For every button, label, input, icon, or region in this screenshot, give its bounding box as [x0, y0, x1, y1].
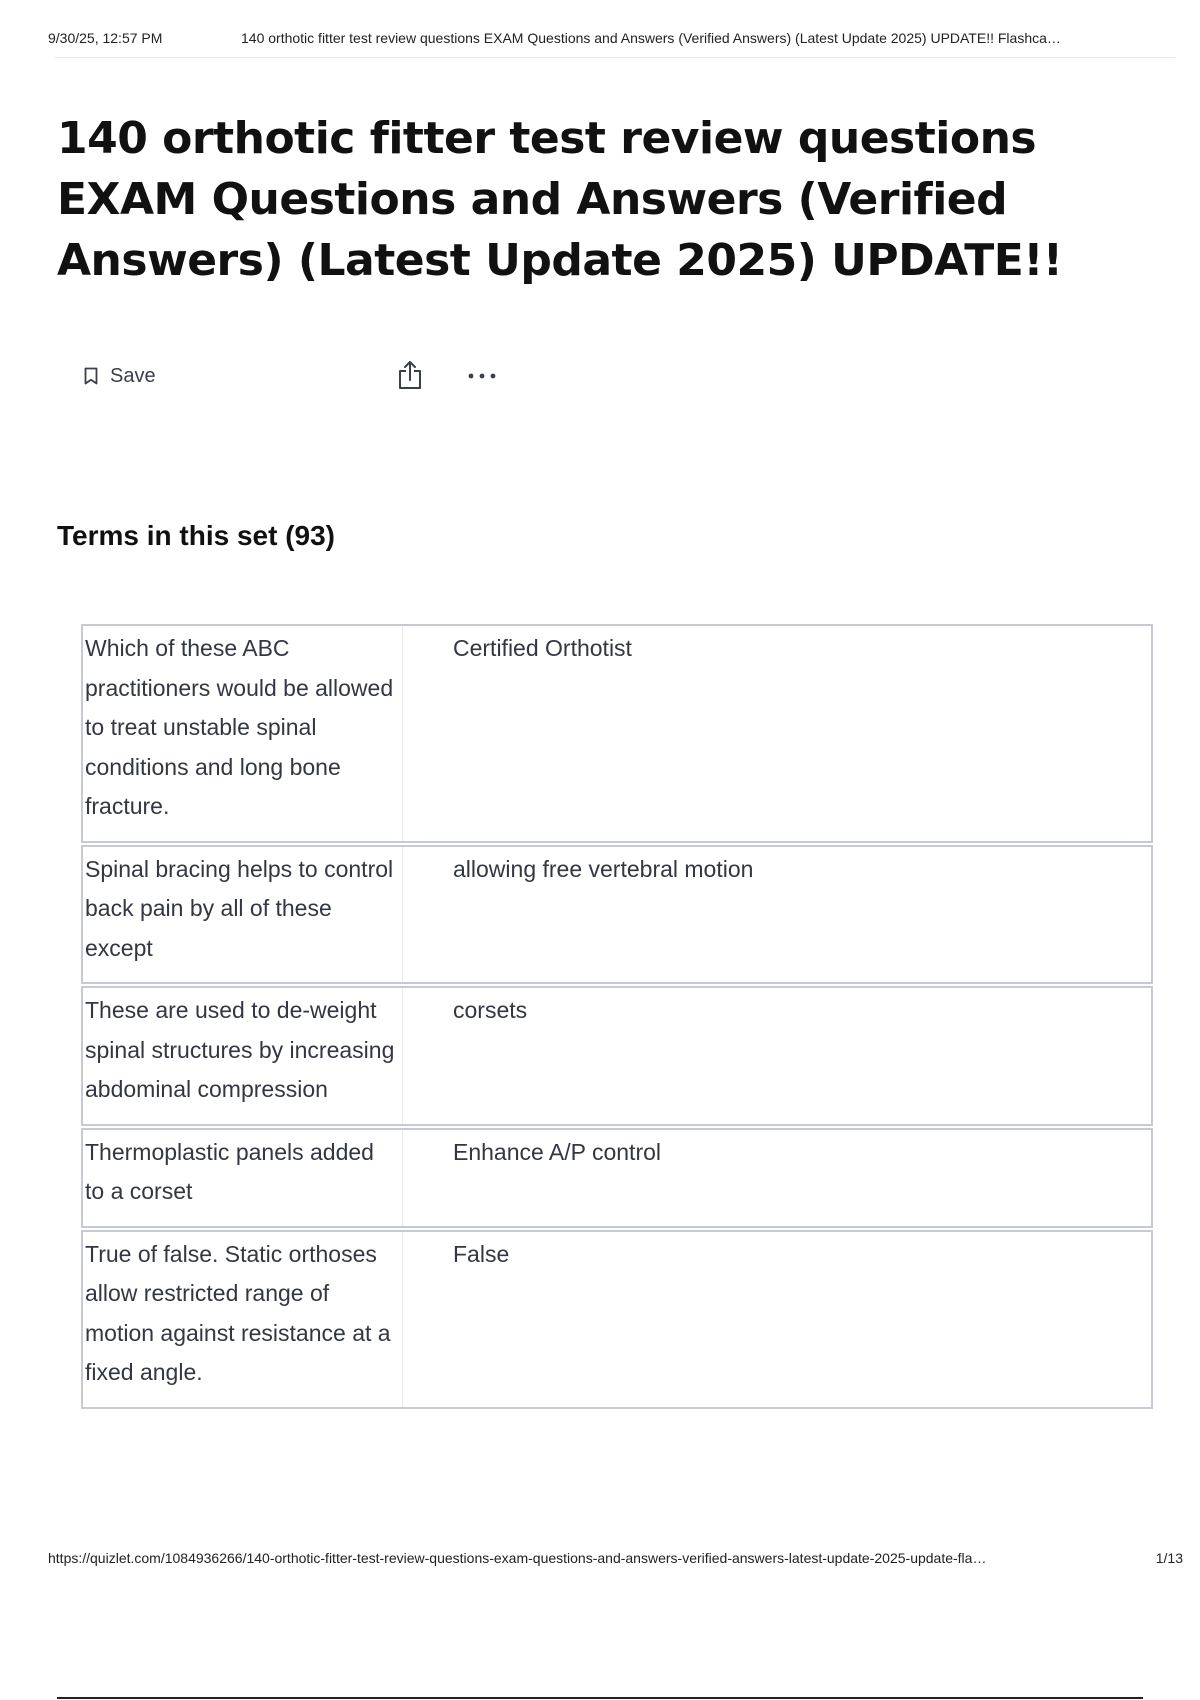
- share-icon: [397, 360, 423, 390]
- header-divider: [55, 57, 1175, 58]
- term-text: Which of these ABC practitioners would be allowed to treat unstable spinal conditions and long bone fracture.: [83, 626, 403, 841]
- bookmark-icon: [84, 367, 98, 385]
- share-button[interactable]: [397, 360, 423, 390]
- terms-table: [81, 624, 1153, 1411]
- term-row: [81, 624, 1153, 843]
- term-row: [81, 1230, 1153, 1409]
- print-url: https://quizlet.com/1084936266/140-orthotic-fitter-test-review-questions-exam-questions-and-answers-verified-answers-latest-update-2025-update-fla…: [48, 1550, 987, 1566]
- more-horizontal-icon: [467, 372, 497, 380]
- definition-text: corsets: [453, 997, 528, 1023]
- definition-text: Enhance A/P control: [453, 1138, 661, 1165]
- more-options-button[interactable]: [467, 372, 497, 380]
- bottom-divider: [57, 1697, 1143, 1699]
- definition-text: False: [453, 1240, 510, 1267]
- print-header: [48, 30, 1183, 52]
- save-label: Save: [110, 364, 156, 387]
- term-text: Spinal bracing helps to control back pain by all of these except: [83, 847, 403, 983]
- terms-heading: Terms in this set (93): [57, 520, 336, 551]
- page-number: 1/13: [1155, 1550, 1183, 1566]
- print-doc-title: 140 orthotic fitter test review questions EXAM Questions and Answers (Verified Answers) (Latest Update 2025) UPDATE!! Flashca…: [241, 30, 1061, 46]
- print-footer: [48, 1550, 1183, 1572]
- definition-text: allowing free vertebral motion: [453, 855, 754, 882]
- term-row: [81, 1128, 1153, 1228]
- set-toolbar: [84, 360, 524, 392]
- save-button[interactable]: [84, 362, 156, 390]
- definition-text: Certified Orthotist: [453, 635, 632, 661]
- term-row: [81, 845, 1153, 985]
- page-title: 140 orthotic fitter test review questions EXAM Questions and Answers (Verified Answers) (Latest Update 2025) UPDATE!!: [57, 113, 1063, 286]
- term-text: Thermoplastic panels added to a corset: [83, 1130, 403, 1226]
- print-date: 9/30/25, 12:57 PM: [48, 30, 163, 46]
- term-row: [81, 986, 1153, 1126]
- term-text: These are used to de-weight spinal structures by increasing abdominal compression: [83, 988, 403, 1124]
- term-text: True of false. Static orthoses allow restricted range of motion against resistance at a fixed angle.: [83, 1232, 403, 1407]
